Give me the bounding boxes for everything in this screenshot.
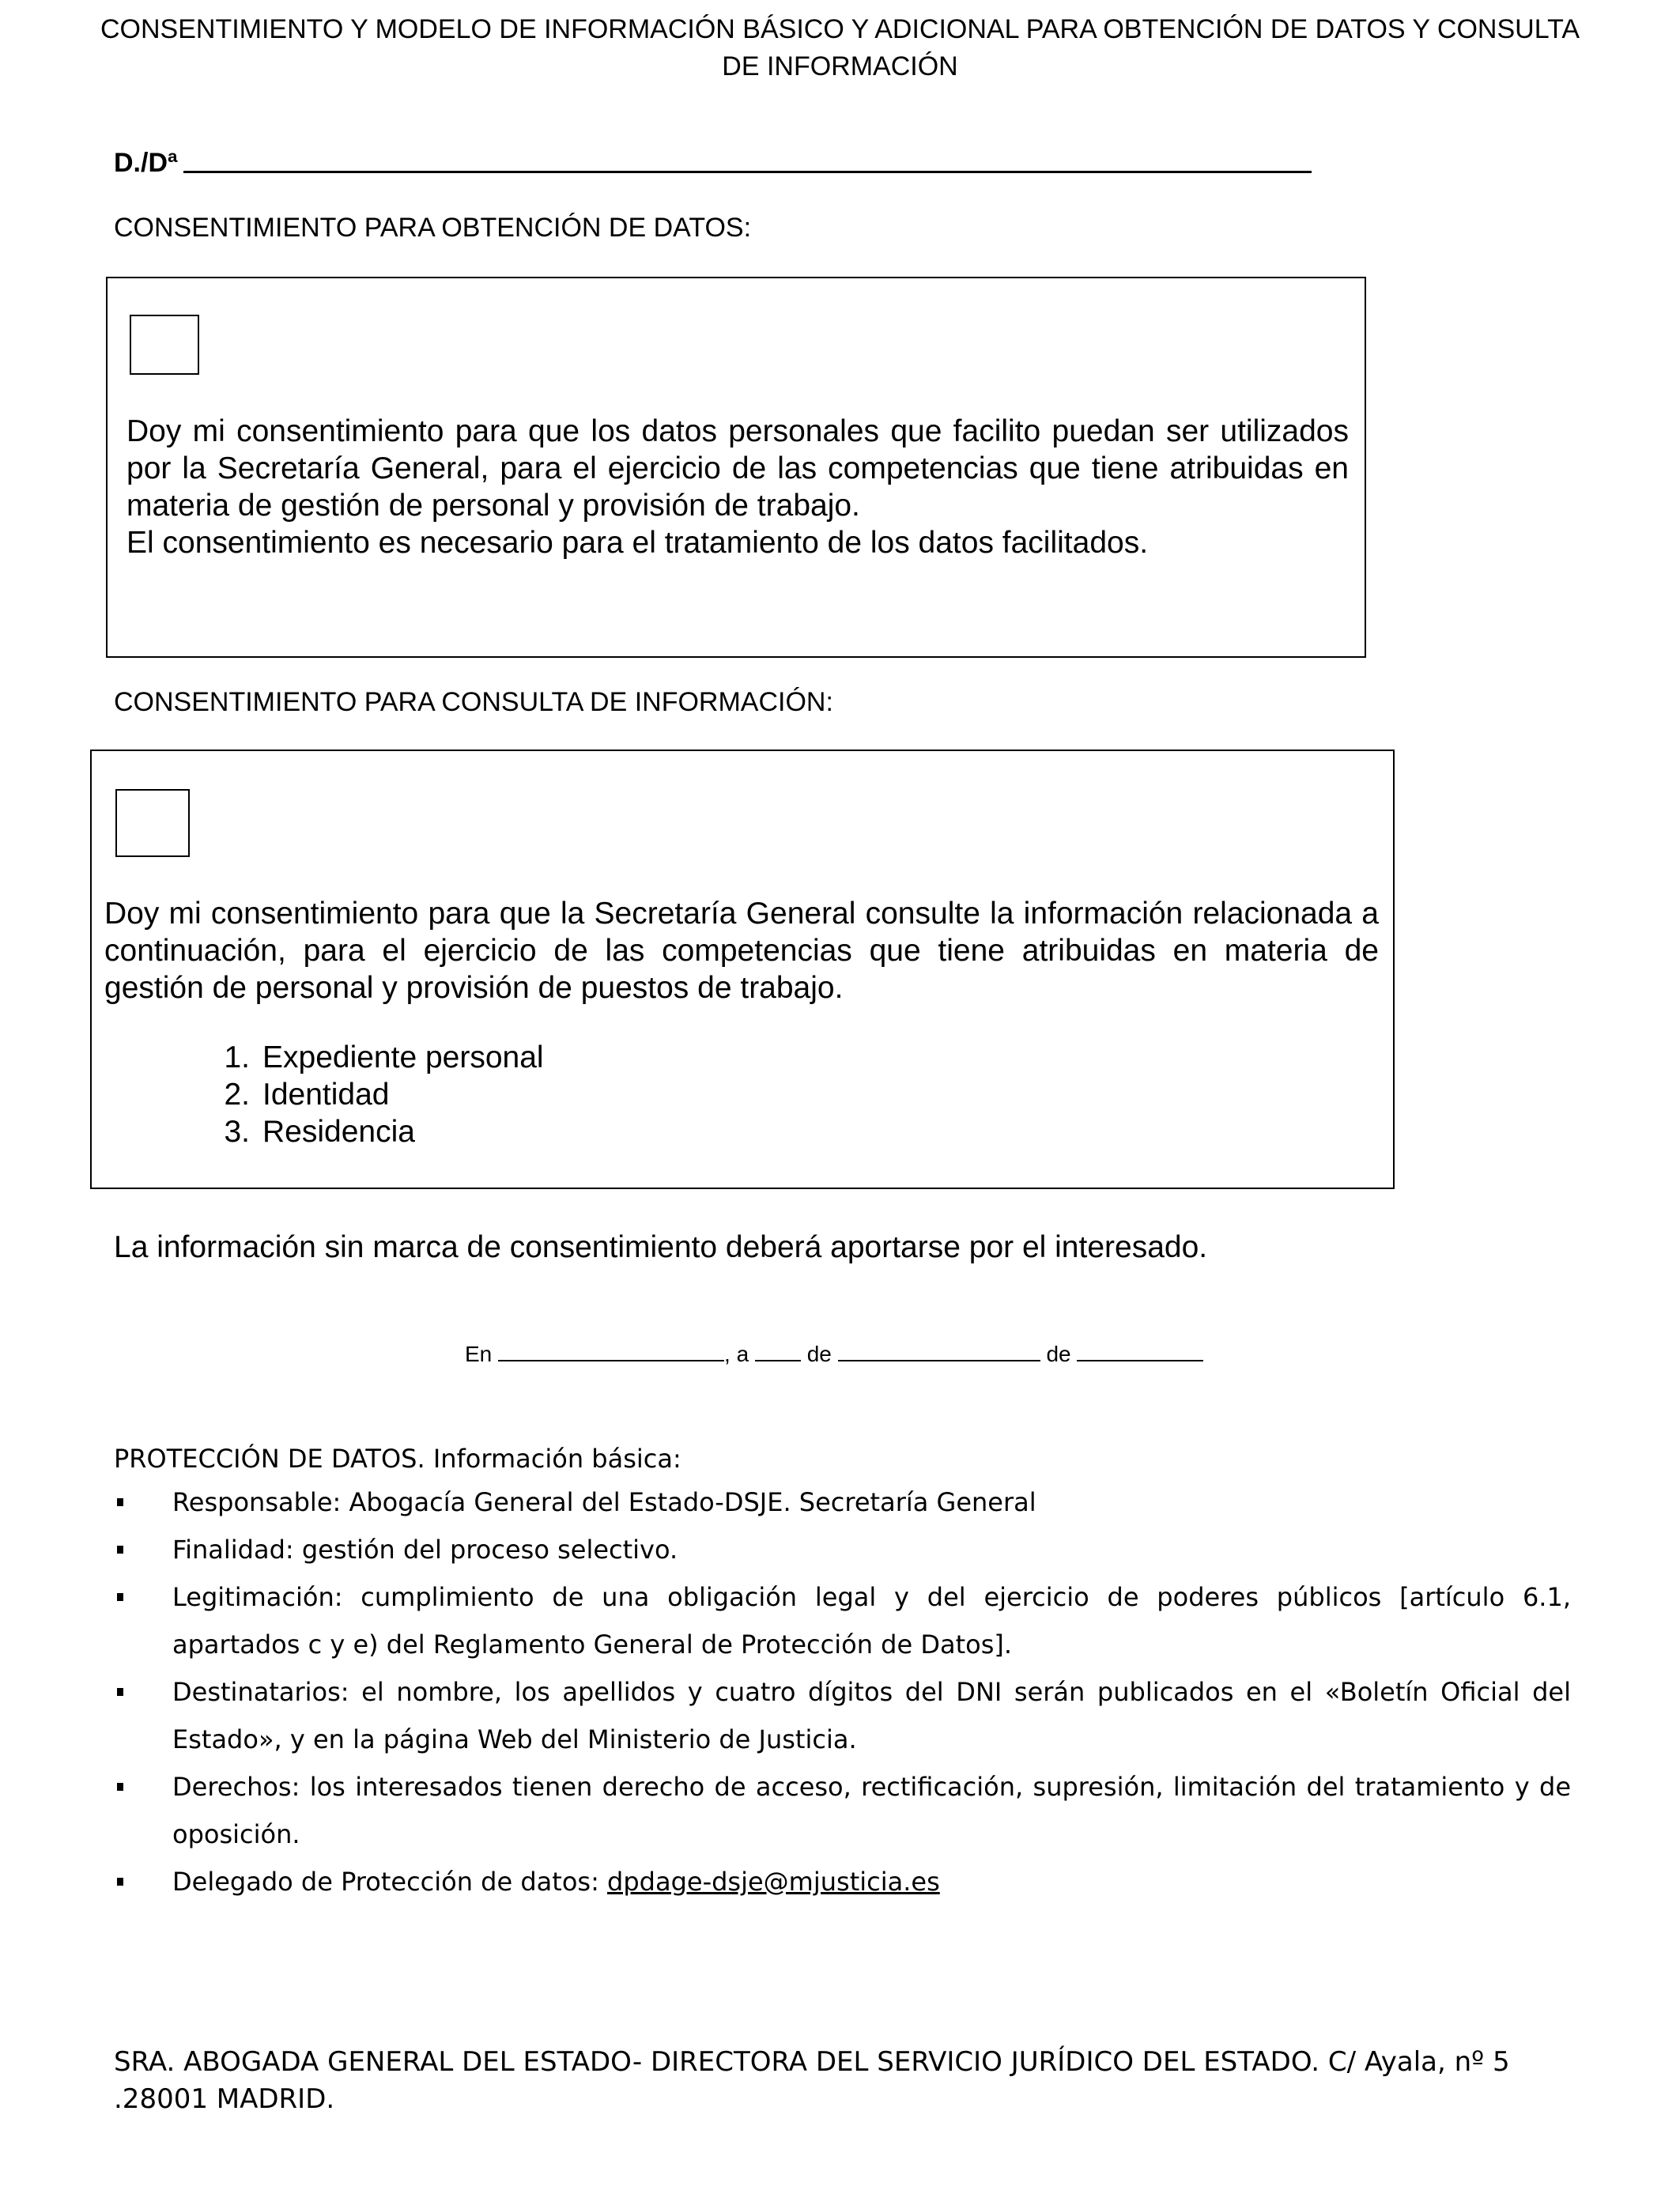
consulta-paragraph: Doy mi consentimiento para que la Secretaría General consulte la información relacionada a continuación, para el ejercicio de las competencias que tiene atribuidas en materia de gestión de personal y provisión de puestos de trabajo.	[104, 897, 1379, 1005]
delegado-email-link[interactable]: dpdage-dsje@mjusticia.es	[607, 1867, 940, 1897]
list-item-label: Identidad	[262, 1078, 390, 1112]
list-item-text	[172, 1858, 1571, 1905]
obtencion-paragraph-1: Doy mi consentimiento para que los datos personales que facilito puedan ser utilizados por la Secretaría General, para el ejercicio de las competencias que tiene atribuidas en materia de gestión de personal y provisión de trabajo.	[126, 414, 1349, 523]
obtencion-paragraph-2: El consentimiento es necesario para el tratamiento de los datos facilitados.	[126, 526, 1149, 560]
footer-address: SRA. ABOGADA GENERAL DEL ESTADO- DIRECTORA DEL SERVICIO JURÍDICO DEL ESTADO. C/ Ayala, nº 5 .28001 MADRID.	[114, 2046, 1510, 2115]
list-item	[114, 1763, 1571, 1858]
bullet-icon	[117, 1878, 123, 1886]
date-de-label-1: de	[806, 1342, 832, 1366]
document-title: CONSENTIMIENTO Y MODELO DE INFORMACIÓN BÁSICO Y ADICIONAL PARA OBTENCIÓN DE DATOS Y CONSULTA DE INFORMACIÓN	[100, 14, 1580, 81]
name-field-line[interactable]	[183, 171, 1312, 173]
list-item-label: Expediente personal	[262, 1040, 544, 1074]
list-item-text: Finalidad: gestión del proceso selectivo.	[172, 1535, 678, 1565]
consulta-list	[193, 1039, 544, 1150]
list-item-text: Derechos: los interesados tienen derecho de acceso, rectificación, supresión, limitación del tratamiento y de oposición.	[172, 1772, 1571, 1849]
list-item	[114, 1526, 1571, 1573]
list-item	[114, 1573, 1571, 1668]
consulta-heading: CONSENTIMIENTO PARA CONSULTA DE INFORMACIÓN:	[114, 687, 833, 717]
list-item-text: Destinatarios: el nombre, los apellidos y cuatro dígitos del DNI serán publicados en el «Boletín Oficial del Estado», y en la página Web del Ministerio de Justicia.	[172, 1677, 1571, 1754]
list-item	[114, 1478, 1571, 1526]
list-item-text: Legitimación: cumplimiento de una obligación legal y del ejercicio de poderes públicos [artículo 6.1, apartados c y e) del Reglamento General de Protección de Datos].	[172, 1582, 1571, 1660]
list-item	[193, 1113, 544, 1150]
obtencion-checkbox[interactable]	[130, 315, 199, 375]
bullet-icon	[117, 1783, 123, 1791]
date-line	[465, 1339, 1203, 1369]
list-item-number: 2.	[224, 1078, 250, 1112]
list-item	[193, 1039, 544, 1076]
delegado-label: Delegado de Protección de datos:	[172, 1867, 599, 1897]
obtencion-heading: CONSENTIMIENTO PARA OBTENCIÓN DE DATOS:	[114, 213, 752, 243]
list-item-number: 1.	[224, 1040, 250, 1074]
list-item	[193, 1076, 544, 1113]
date-en-label: En	[465, 1342, 493, 1366]
data-protection-title: PROTECCIÓN DE DATOS. Información básica:	[114, 1444, 681, 1474]
bullet-icon	[117, 1593, 123, 1601]
list-item	[114, 1668, 1571, 1763]
bullet-icon	[117, 1498, 123, 1506]
date-de-label-2: de	[1046, 1342, 1071, 1366]
year-field[interactable]	[1077, 1339, 1203, 1361]
bullet-icon	[117, 1546, 123, 1554]
month-field[interactable]	[838, 1339, 1040, 1361]
list-item-text: Responsable: Abogacía General del Estado-DSJE. Secretaría General	[172, 1487, 1036, 1517]
bullet-icon	[117, 1688, 123, 1696]
consulta-checkbox[interactable]	[115, 789, 190, 857]
day-field[interactable]	[755, 1339, 801, 1361]
obtencion-box	[106, 277, 1366, 658]
consent-note: La información sin marca de consentimiento deberá aportarse por el interesado.	[114, 1230, 1208, 1264]
list-item	[114, 1858, 1571, 1905]
list-item-number: 3.	[224, 1115, 250, 1149]
place-field[interactable]	[498, 1339, 724, 1361]
list-item-label: Residencia	[262, 1115, 415, 1149]
consulta-box	[90, 750, 1395, 1189]
obtencion-paragraph	[126, 413, 1349, 561]
date-a-label: , a	[724, 1342, 749, 1366]
name-label: D./Dª	[114, 148, 178, 178]
